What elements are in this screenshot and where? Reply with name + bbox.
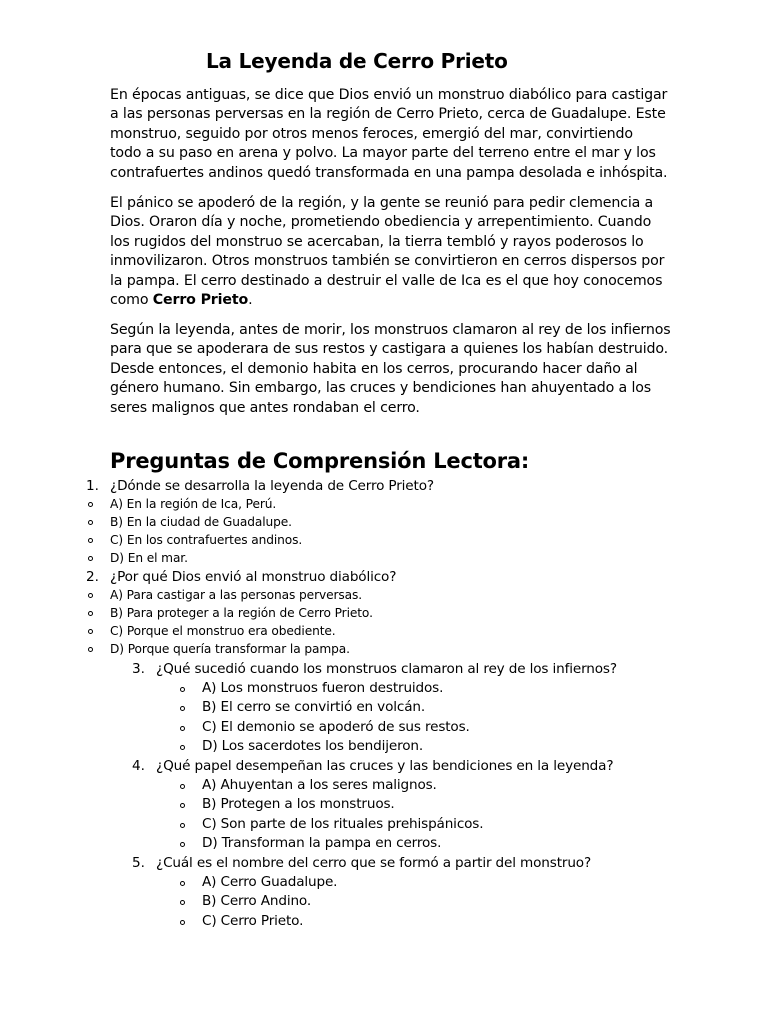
paragraph-line: a las personas perversas en la región de Cerro Prieto, cerca de Guadalupe. Este — [110, 106, 666, 123]
bullet-icon — [180, 706, 185, 711]
option: A) Los monstruos fueron destruidos. — [202, 680, 444, 696]
option: C) En los contrafuertes andinos. — [110, 533, 303, 547]
option: A) En la región de Ica, Perú. — [110, 497, 277, 511]
option: A) Cerro Guadalupe. — [202, 874, 338, 890]
bullet-icon — [180, 881, 185, 886]
option: C) Son parte de los rituales prehispánicos. — [202, 816, 484, 832]
question-number: 2. — [86, 569, 99, 585]
bullet-icon — [180, 745, 185, 750]
question-3: ¿Qué sucedió cuando los monstruos clamaron al rey de los infiernos? — [156, 661, 617, 677]
paragraph-line: género humano. Sin embargo, las cruces y bendiciones han ahuyentado a los — [110, 380, 652, 397]
bullet-icon — [88, 629, 93, 634]
paragraph-line: inmovilizaron. Otros monstruos también se convirtieron en cerros dispersos por — [110, 253, 665, 270]
question-number: 3. — [132, 661, 145, 677]
paragraph-line: contrafuertes andinos quedó transformada en una pampa desolada e inhóspita. — [110, 164, 668, 181]
option: B) El cerro se convirtió en volcán. — [202, 699, 426, 715]
emphasis-cerro-prieto: Cerro Prieto — [152, 292, 249, 309]
option: D) En el mar. — [110, 551, 188, 565]
paragraph-text: como — [110, 292, 153, 309]
bullet-icon — [180, 900, 185, 905]
option: D) Los sacerdotes los bendijeron. — [202, 738, 424, 754]
bullet-icon — [88, 647, 93, 652]
bullet-icon — [180, 687, 185, 692]
bullet-icon — [88, 502, 93, 507]
option: D) Transforman la pampa en cerros. — [202, 835, 442, 851]
bullet-icon — [180, 803, 185, 808]
paragraph-line: Según la leyenda, antes de morir, los monstruos clamaron al rey de los infiernos — [110, 322, 671, 338]
paragraph-2 — [110, 194, 665, 310]
bullet-icon — [180, 823, 185, 828]
option: A) Para castigar a las personas perversas. — [110, 588, 363, 602]
question-number: 5. — [132, 855, 145, 871]
option: B) Protegen a los monstruos. — [202, 796, 395, 812]
option: A) Ahuyentan a los seres malignos. — [202, 777, 437, 793]
question-5: ¿Cuál es el nombre del cerro que se formó a partir del monstruo? — [156, 855, 592, 871]
bullet-icon — [180, 842, 185, 847]
bullet-icon — [180, 920, 185, 925]
question-number: 4. — [132, 758, 145, 774]
option: C) Porque el monstruo era obediente. — [110, 624, 336, 638]
paragraph-1 — [110, 86, 668, 183]
question-2: ¿Por qué Dios envió al monstruo diabólico? — [110, 569, 397, 585]
bullet-icon — [88, 520, 93, 525]
question-1: ¿Dónde se desarrolla la leyenda de Cerro Prieto? — [110, 478, 434, 494]
bullet-icon — [88, 593, 93, 598]
option: C) El demonio se apoderó de sus restos. — [202, 719, 470, 735]
question-4: ¿Qué papel desempeñan las cruces y las bendiciones en la leyenda? — [156, 758, 614, 774]
option: B) Para proteger a la región de Cerro Prieto. — [110, 606, 373, 620]
document-title: La Leyenda de Cerro Prieto — [206, 49, 508, 73]
paragraph-text: . — [248, 292, 253, 309]
quiz-heading: Preguntas de Comprensión Lectora: — [110, 449, 530, 473]
option: B) Cerro Andino. — [202, 893, 312, 909]
paragraph-line: los rugidos del monstruo se acercaban, la tierra tembló y rayos poderosos lo — [110, 233, 644, 250]
option: C) Cerro Prieto. — [202, 913, 304, 929]
paragraph-line: Dios. Oraron día y noche, prometiendo obediencia y arrepentimiento. Cuando — [110, 214, 652, 231]
bullet-icon — [88, 538, 93, 543]
paragraph-line: todo a su paso en arena y polvo. La mayor parte del terreno entre el mar y los — [110, 145, 656, 162]
bullet-icon — [88, 611, 93, 616]
paragraph-line: En épocas antiguas, se dice que Dios envió un monstruo diabólico para castigar — [110, 87, 668, 103]
paragraph-line: El pánico se apoderó de la región, y la gente se reunió para pedir clemencia a — [110, 195, 654, 211]
paragraph-line: seres malignos que antes rondaban el cerro. — [110, 399, 420, 416]
bullet-icon — [180, 726, 185, 731]
paragraph-3 — [110, 321, 671, 418]
paragraph-line: monstruo, seguido por otros menos feroces, emergió del mar, convirtiendo — [110, 125, 633, 142]
option: D) Porque quería transformar la pampa. — [110, 642, 350, 656]
bullet-icon — [180, 784, 185, 789]
paragraph-line: para que se apoderara de sus restos y castigara a quienes los habían destruido. — [110, 341, 669, 358]
question-number: 1. — [86, 478, 99, 494]
option: B) En la ciudad de Guadalupe. — [110, 515, 292, 529]
bullet-icon — [88, 556, 93, 561]
paragraph-line: la pampa. El cerro destinado a destruir el valle de Ica es el que hoy conocemos — [110, 272, 663, 289]
paragraph-line — [110, 291, 655, 310]
paragraph-line: Desde entonces, el demonio habita en los cerros, procurando hacer daño al — [110, 360, 638, 377]
